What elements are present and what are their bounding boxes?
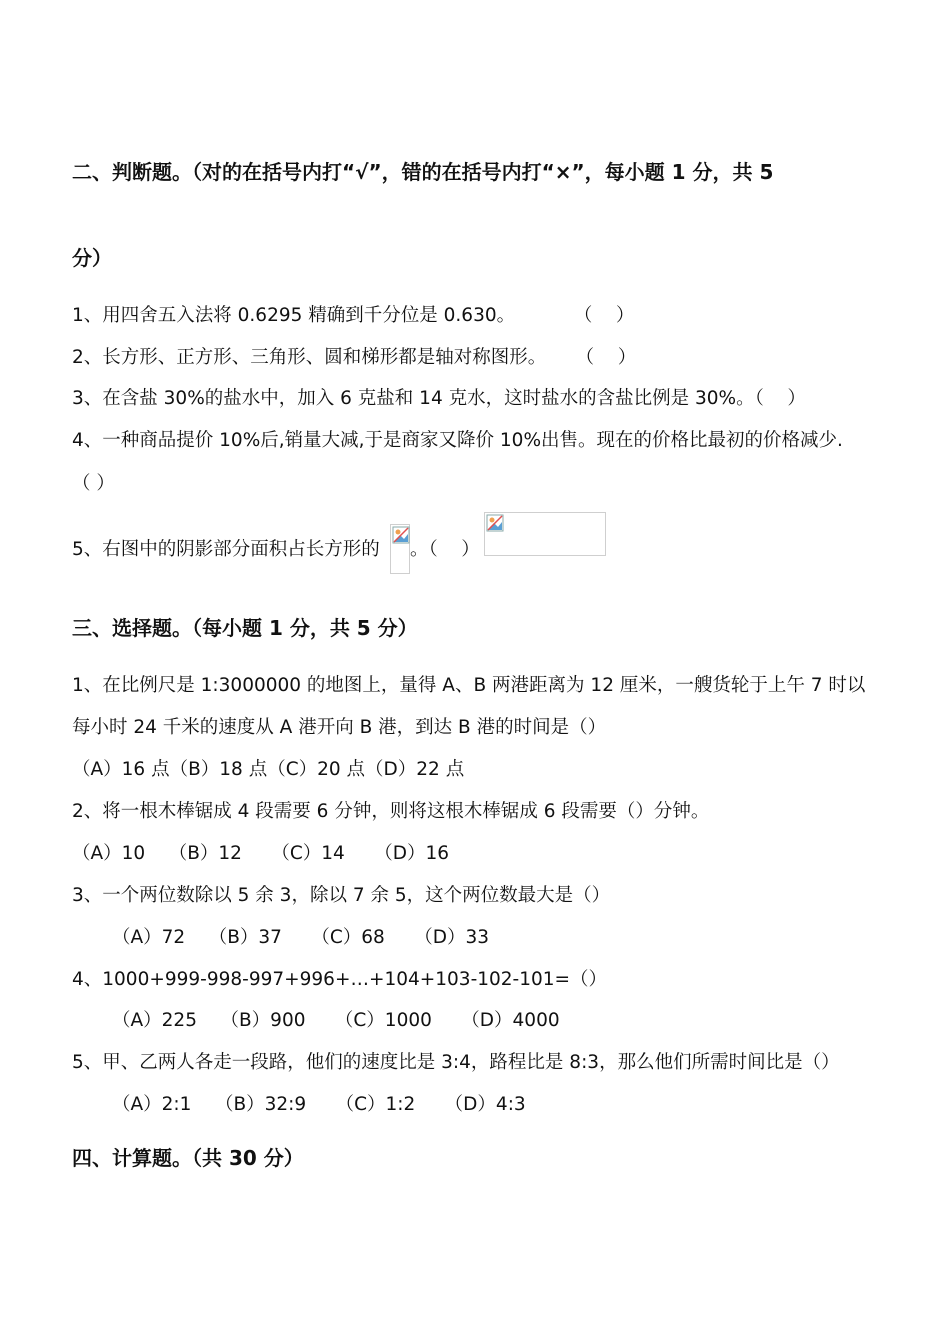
judge-item-4: 4、一种商品提价 10%后,销量大减,于是商家又降价 10%出售。现在的价格比最初的价格减少. — [72, 430, 843, 451]
broken-image-icon — [486, 514, 504, 532]
rectangle-figure-placeholder — [484, 512, 606, 556]
judge-item-3: 3、在含盐 30%的盐水中，加入 6 克盐和 14 克水，这时盐水的含盐比例是 30%。（ ） — [72, 388, 806, 409]
choice-q2: 2、将一根木棒锯成 4 段需要 6 分钟，则将这根木棒锯成 6 段需要（）分钟。 — [72, 801, 710, 822]
choice-q5-options: （A）2:1 （B）32:9 （C）1:2 （D）4:3 — [112, 1094, 526, 1115]
judge-item-5-suffix: 。（ ） — [410, 539, 480, 560]
choice-q3-options: （A）72 （B）37 （C）68 （D）33 — [112, 927, 490, 948]
section3-title: 三、选择题。（每小题 1 分，共 5 分） — [72, 616, 418, 640]
choice-q1-line1: 1、在比例尺是 1:3000000 的地图上，量得 A、B 两港距离为 12 厘米，一艘货轮于上午 7 时以 — [72, 675, 866, 696]
fraction-image-placeholder — [390, 524, 410, 574]
choice-q4: 4、1000+999-998-997+996+…+104+103-102-101=（） — [72, 969, 608, 990]
choice-q4-options: （A）225 （B）900 （C）1000 （D）4000 — [112, 1010, 560, 1031]
judge-item-1: 1、用四舍五入法将 0.6295 精确到千分位是 0.630。 （ ） — [72, 305, 635, 326]
judge-item-5: 5、右图中的阴影部分面积占长方形的 — [72, 539, 380, 560]
choice-q2-options: （A）10 （B）12 （C）14 （D）16 — [72, 843, 450, 864]
choice-q5: 5、甲、乙两人各走一段路，他们的速度比是 3:4，路程比是 8:3，那么他们所需时间比是（） — [72, 1052, 840, 1073]
choice-q1-options: （A）16 点（B）18 点（C）20 点（D）22 点 — [72, 759, 465, 780]
choice-q3: 3、一个两位数除以 5 余 3，除以 7 余 5，这个两位数最大是（） — [72, 885, 611, 906]
section2-title-line2: 分） — [72, 246, 112, 270]
broken-image-icon — [392, 526, 410, 544]
judge-item-4-paren: （ ） — [72, 473, 115, 494]
section4-title: 四、计算题。（共 30 分） — [72, 1146, 304, 1170]
judge-item-2: 2、长方形、正方形、三角形、圆和梯形都是轴对称图形。 （ ） — [72, 347, 637, 368]
choice-q1-line2: 每小时 24 千米的速度从 A 港开向 B 港，到达 B 港的时间是（） — [72, 717, 607, 738]
section2-title-line1: 二、判断题。（对的在括号内打“√”，错的在括号内打“×”，每小题 1 分，共 5 — [72, 160, 774, 184]
